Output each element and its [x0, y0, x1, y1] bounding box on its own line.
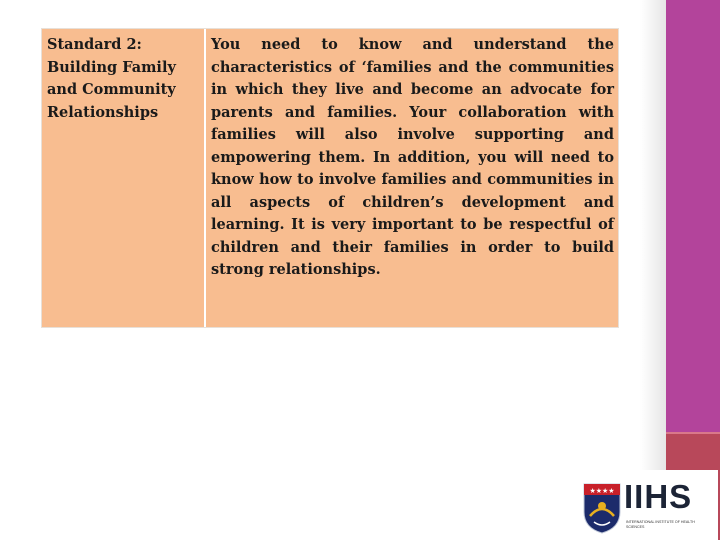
- standard-description: You need to know and understand the characteristics of ‘families and the communities in which they live and become an advocate for parents and families. Your collaboration with families will also involve supporting and empowering them. In addition, you will need to know how to involve families and communities in all aspects of children’s development and learning. It is very important to be respectful of children and their families in order to build strong relationships.: [211, 36, 614, 278]
- table-column-divider: [204, 29, 206, 327]
- logo-subtitle: INTERNATIONAL INSTITUTE OF HEALTH SCIENCES: [626, 520, 695, 529]
- standard-heading: Standard 2: Building Family and Community Relationships: [47, 36, 176, 121]
- accent-band: [666, 0, 720, 432]
- iihs-emblem-icon: [582, 482, 622, 534]
- logo-wordmark: IIHS: [624, 478, 693, 515]
- standard-table: [41, 28, 619, 328]
- iihs-logo: [578, 470, 718, 540]
- svg-text:★★★★: ★★★★: [589, 487, 615, 495]
- accent-band-divider: [666, 432, 720, 434]
- slide-edge-shadow: [640, 0, 666, 540]
